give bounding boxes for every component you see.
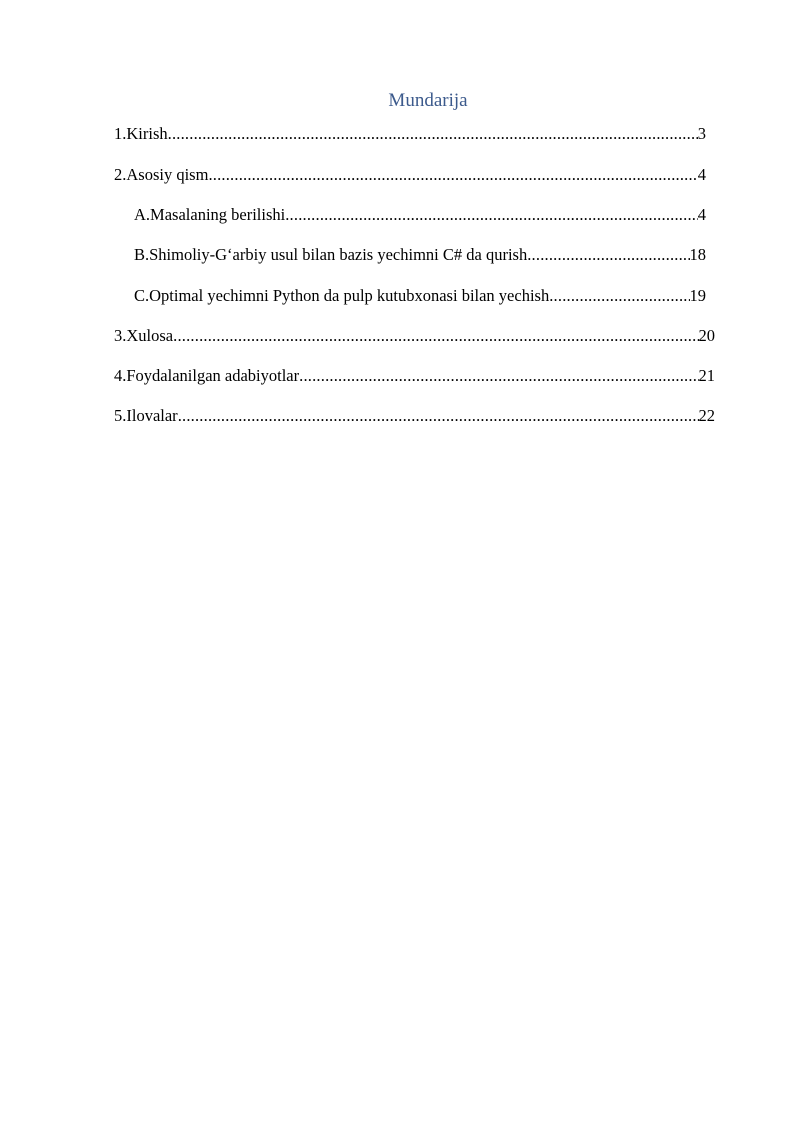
toc-dot-leader — [285, 205, 698, 225]
toc-entry-label: 4.Foydalanilgan adabiyotlar — [114, 366, 300, 385]
toc-entry-foydalanilgan-adabiyotlar[interactable] — [114, 366, 715, 386]
toc-entry-masalaning-berilishi[interactable] — [134, 205, 706, 225]
toc-dot-leader — [527, 245, 689, 265]
toc-entry-asosiy-qism[interactable] — [114, 165, 706, 185]
toc-dot-leader — [549, 286, 689, 306]
toc-entry-label: A.Masalaning berilishi — [134, 205, 286, 224]
toc-entry-page: 19 — [689, 286, 706, 305]
toc-entry-page: 18 — [689, 245, 706, 264]
toc-entry-shimoliy-garbiy[interactable] — [134, 245, 706, 265]
toc-dot-leader — [299, 366, 698, 386]
toc-entry-ilovalar[interactable] — [114, 406, 715, 426]
toc-entry-xulosa[interactable] — [114, 326, 715, 346]
toc-entry-page: 22 — [698, 406, 715, 425]
toc-entry-label: 5.Ilovalar — [114, 406, 178, 425]
toc-entry-page: 20 — [698, 326, 715, 345]
toc-entry-label: 1.Kirish — [114, 124, 168, 143]
toc-entry-page: 3 — [697, 124, 706, 143]
toc-dot-leader — [208, 165, 697, 185]
toc-dot-leader — [173, 326, 698, 346]
toc-entry-page: 4 — [697, 205, 706, 224]
toc-entry-page: 21 — [698, 366, 715, 385]
toc-dot-leader — [168, 124, 698, 144]
toc-entry-label: C.Optimal yechimni Python da pulp kutubxonasi bilan yechish — [134, 286, 550, 305]
toc-entry-kirish[interactable] — [114, 124, 706, 144]
toc-entry-label: 2.Asosiy qism — [114, 165, 209, 184]
toc-dot-leader — [178, 406, 699, 426]
toc-entry-page: 4 — [697, 165, 706, 184]
page-title: Mundarija — [388, 90, 468, 111]
toc-entry-label: 3.Xulosa — [114, 326, 174, 345]
toc-entry-optimal-yechim[interactable] — [134, 286, 706, 306]
toc-entry-label: B.Shimoliy-G‘arbiy usul bilan bazis yechimni C# da qurish — [134, 245, 528, 264]
